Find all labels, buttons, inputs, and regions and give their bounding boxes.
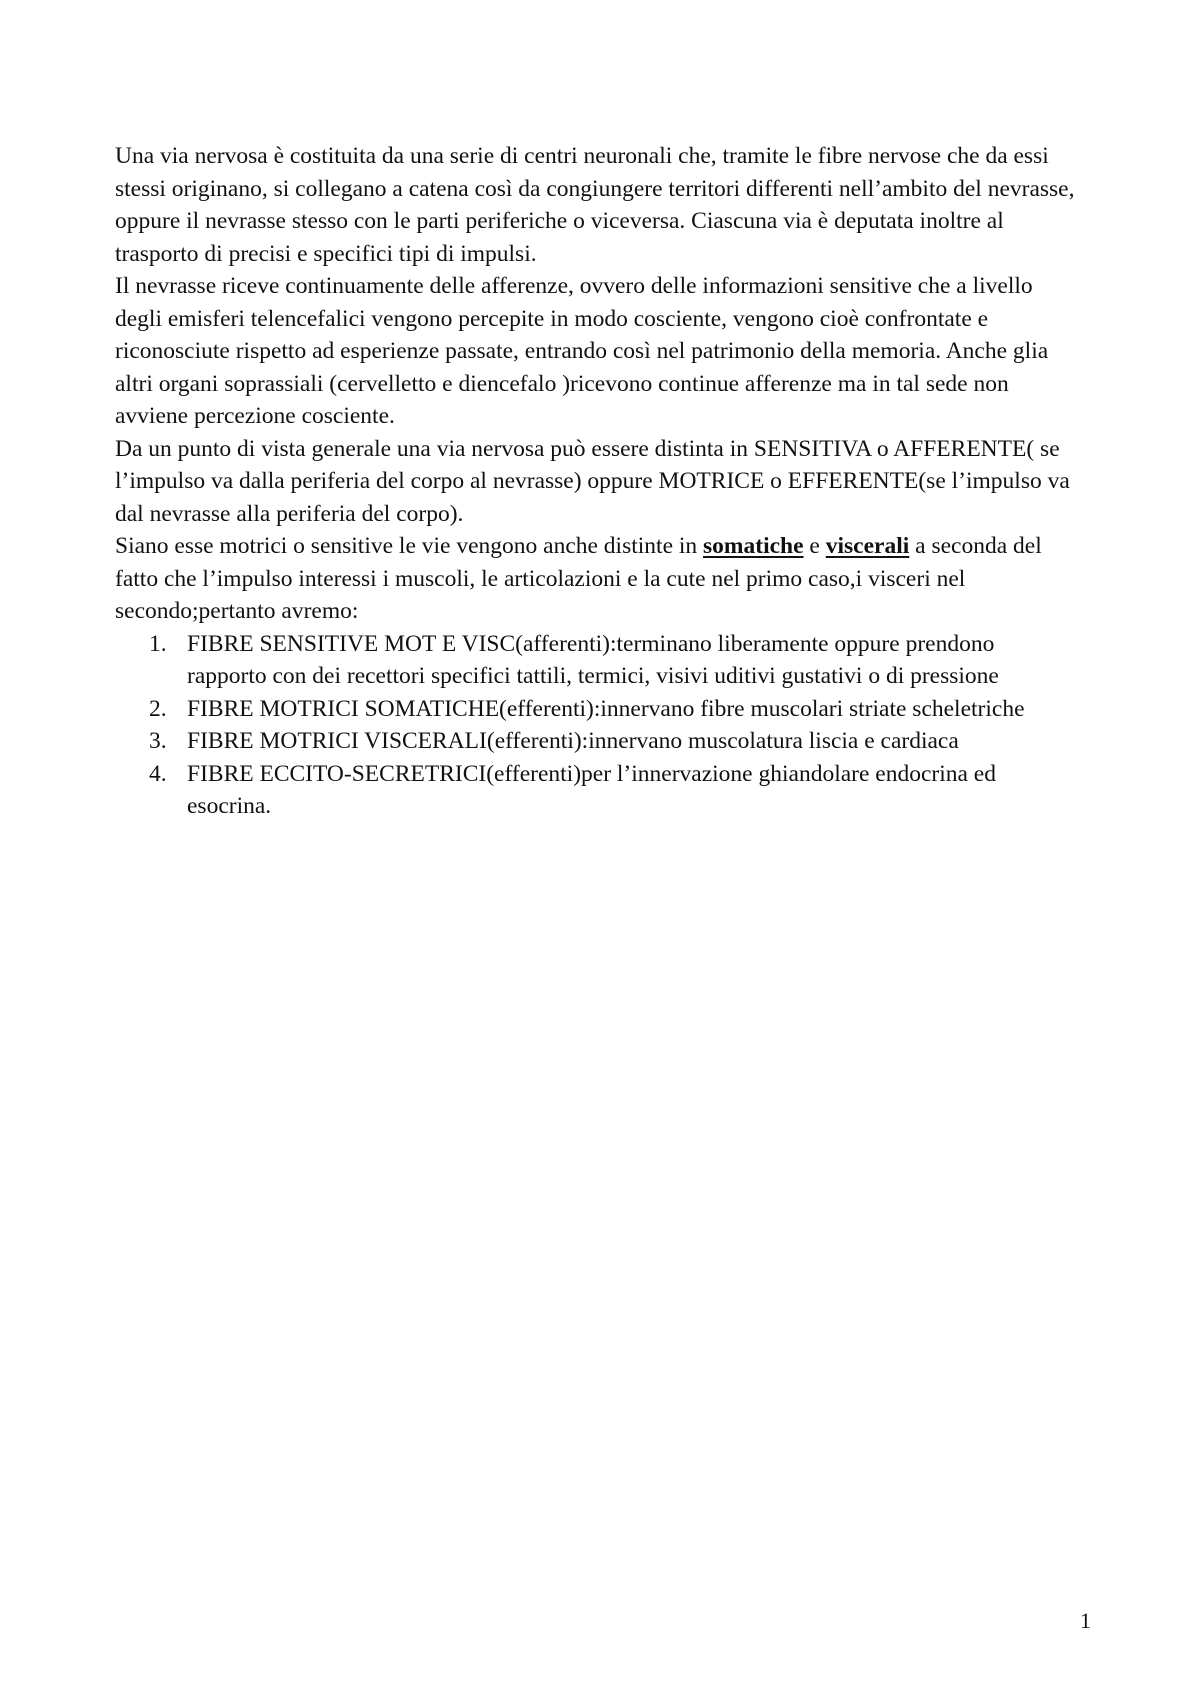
list-item-number: 3. bbox=[149, 728, 167, 754]
paragraph-afferenze: Il nevrasse riceve continuamente delle afferenze, ovvero delle informazioni sensitive che a livello degli emisferi telencefalici vengono percepite in modo cosciente, vengono cioè confrontate e riconosciute rispetto ad esperienze passate, entrando così nel patrimonio della memoria. Anche glia altri organi soprassiali (cervelletto e diencefalo )ricevono continue afferenze ma in tal sede non avviene percezione cosciente. bbox=[115, 273, 1049, 429]
paragraph-classificazione: Da un punto di vista generale una via nervosa può essere distinta in SENSITIVA o AFFERENTE( se l’impulso va dalla periferia del corpo al nevrasse) oppure MOTRICE o EFFERENTE(se l’impulso va dal nevrasse alla periferia del corpo). bbox=[115, 435, 1070, 527]
term-somatiche: somatiche bbox=[703, 533, 804, 559]
paragraph-text-middle: e bbox=[803, 533, 826, 559]
list-item-number: 4. bbox=[149, 760, 167, 787]
list-item-number: 2. bbox=[149, 695, 167, 722]
paragraph-intro: Una via nervosa è costituita da una serie di centri neuronali che, tramite le fibre nervose che da essi stessi originano, si collegano a catena così da congiungere territori differenti nell’ambito del nevrasse, oppure il nevrasse stesso con le parti periferiche o viceversa. Ciascuna via è deputata inoltre al trasporto di precisi e specifici tipi di impulsi. bbox=[115, 143, 1075, 267]
list-item bbox=[115, 628, 1075, 693]
list-item bbox=[115, 725, 1075, 758]
list-item-text: FIBRE MOTRICI VISCERALI(efferenti):innervano muscolatura liscia e cardiaca bbox=[187, 728, 959, 754]
document-body bbox=[115, 140, 1075, 823]
paragraph-somatiche-viscerali bbox=[115, 530, 1075, 628]
list-item bbox=[115, 758, 1075, 823]
paragraph-text-before: Siano esse motrici o sensitive le vie vengono anche distinte in bbox=[115, 533, 704, 559]
list-item-number: 1. bbox=[149, 630, 167, 657]
term-viscerali: viscerali bbox=[825, 533, 910, 559]
list-item-text: FIBRE SENSITIVE MOT E VISC(afferenti):terminano liberamente oppure prendono rapporto con dei recettori specifici tattili, termici, visivi uditivi gustativi o di pressione bbox=[187, 630, 999, 689]
list-item-text: FIBRE ECCITO-SECRETRICI(efferenti)per l’innervazione ghiandolare endocrina ed esocrina. bbox=[187, 760, 996, 819]
list-item-text: FIBRE MOTRICI SOMATICHE(efferenti):innervano fibre muscolari striate scheletriche bbox=[187, 695, 1025, 722]
fibre-list bbox=[115, 628, 1075, 823]
page-number: 1 bbox=[1080, 1608, 1091, 1633]
list-item bbox=[115, 693, 1075, 726]
paragraph-text-after: a seconda del fatto che l’impulso interessi i muscoli, le articolazioni e la cute nel primo caso,i visceri nel secondo;pertanto avremo: bbox=[115, 533, 1042, 624]
